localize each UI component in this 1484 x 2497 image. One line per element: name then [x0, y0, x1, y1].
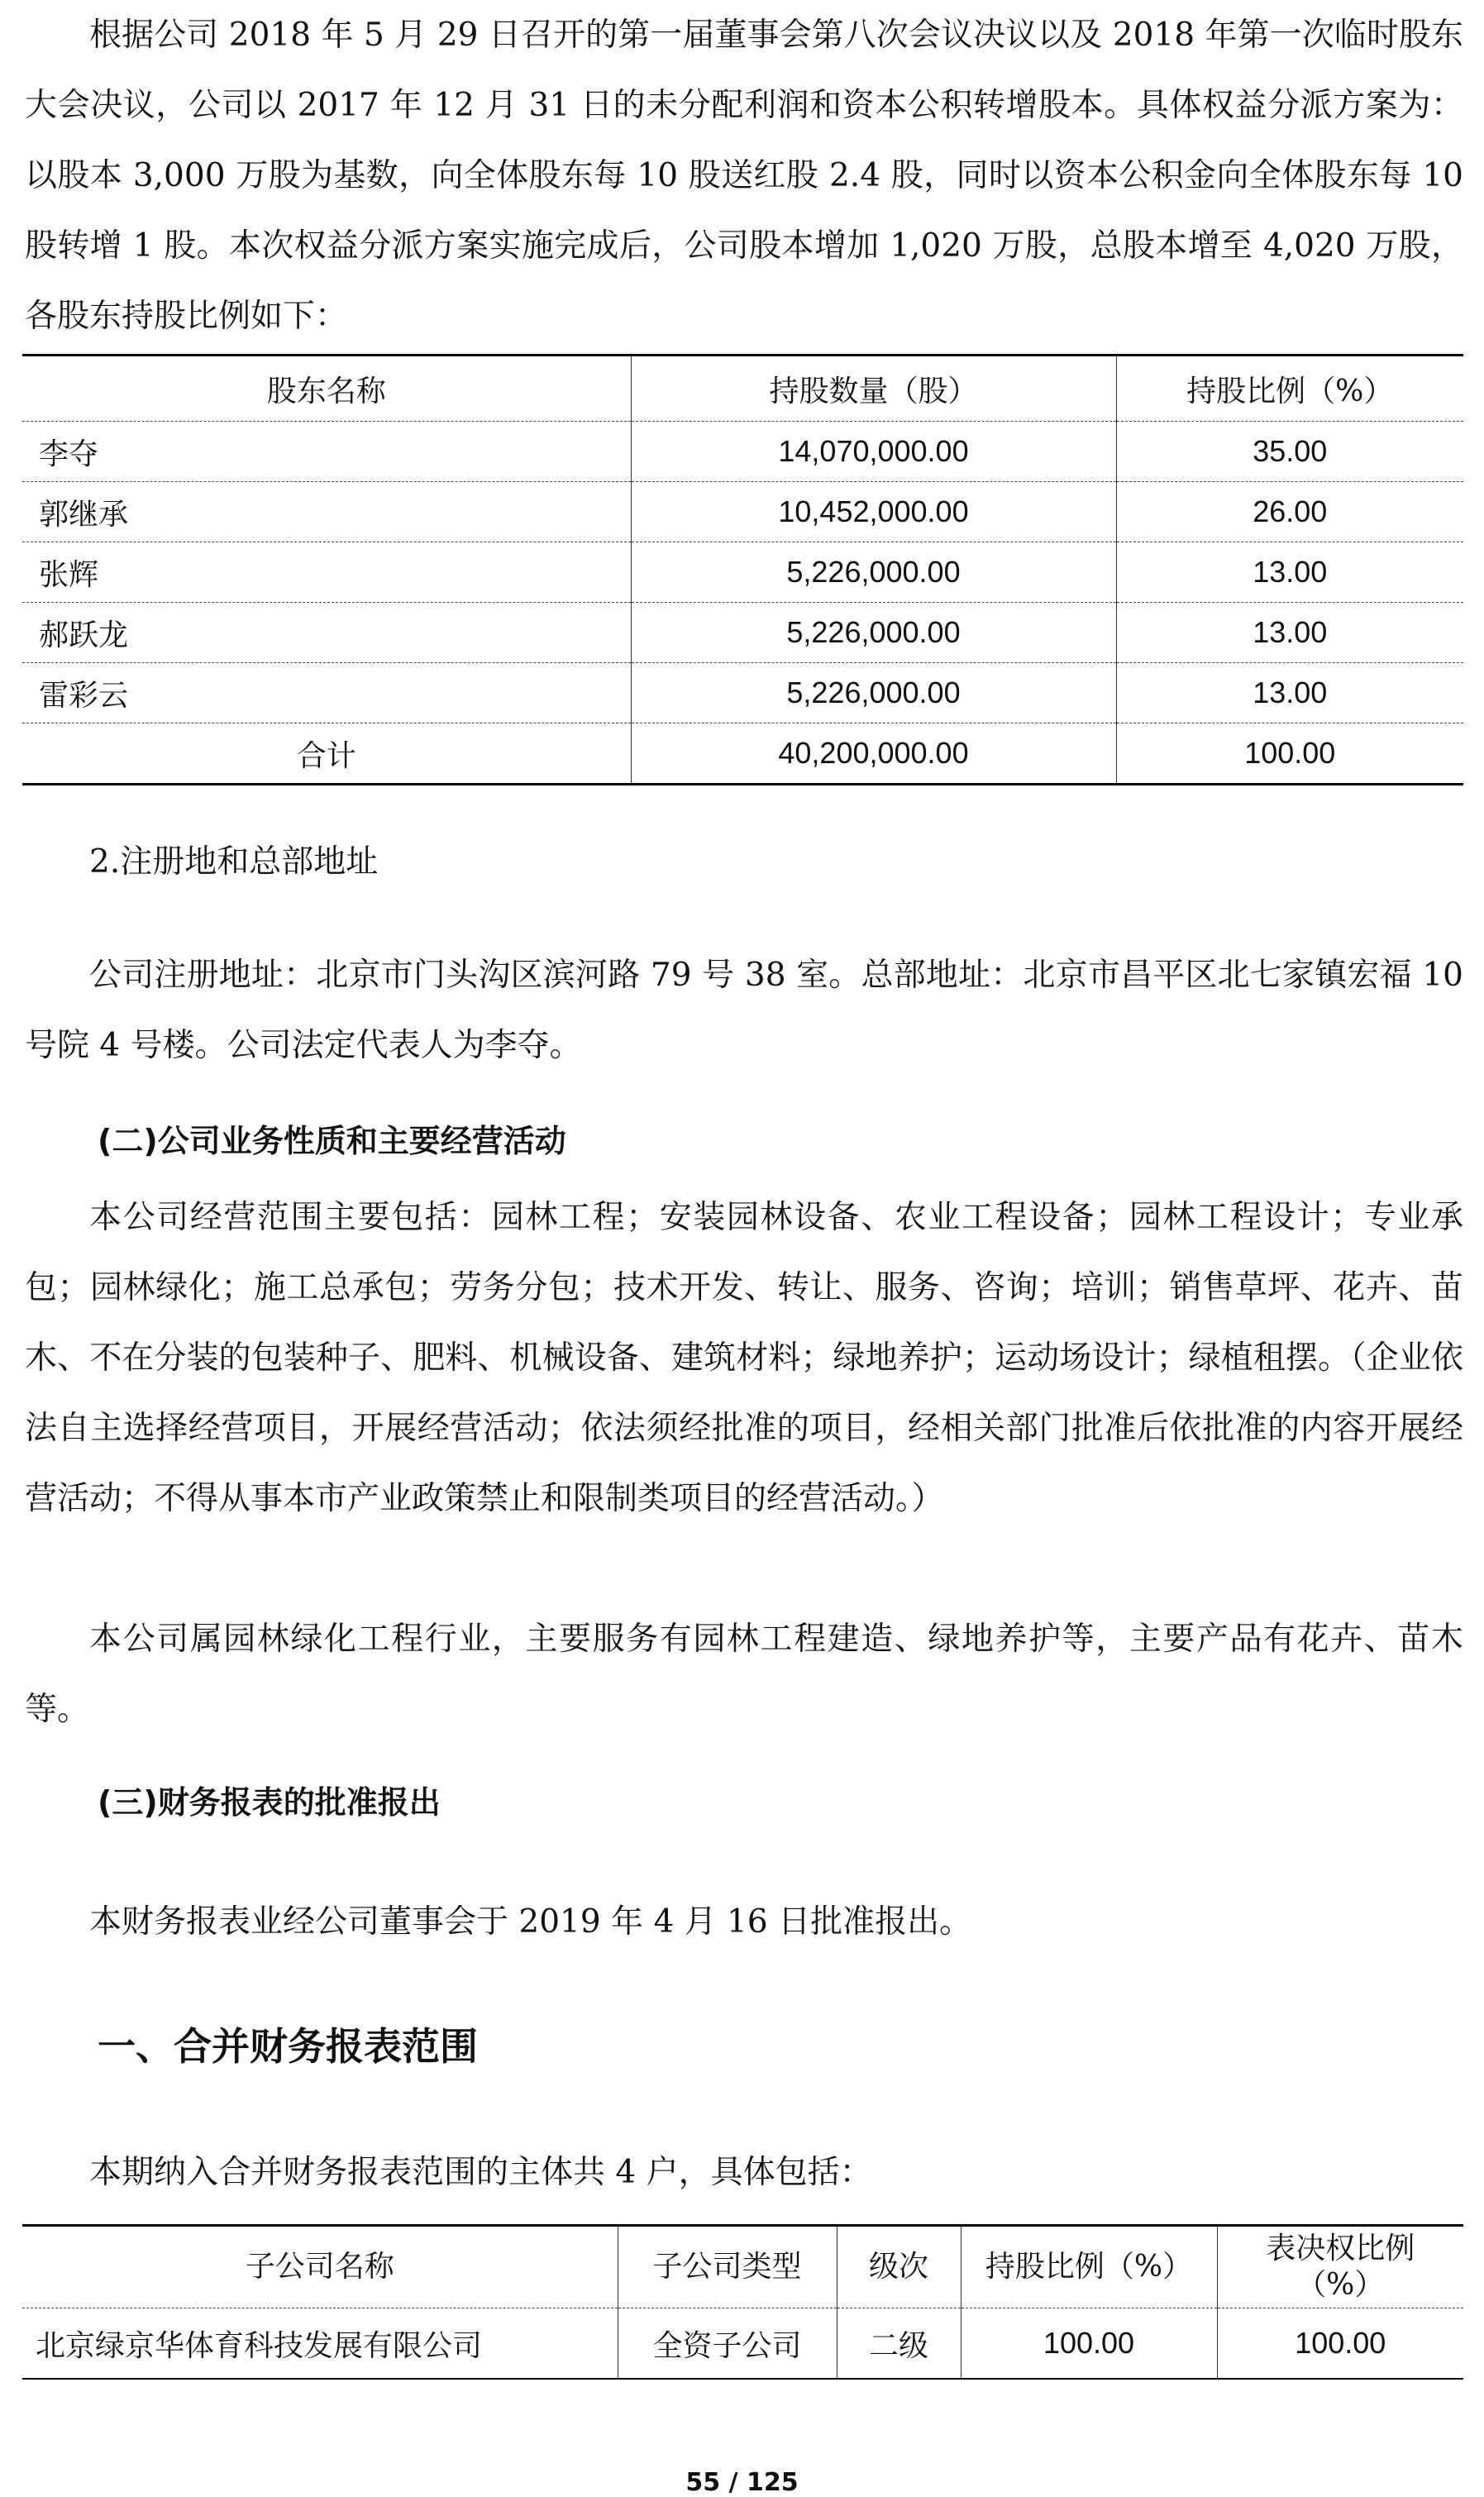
- shareholder-ratio: 35.00: [1116, 422, 1463, 482]
- column-header-ratio: 持股比例（%）: [1116, 356, 1463, 422]
- table-row: [22, 2308, 1463, 2380]
- shareholder-name: 李夺: [22, 422, 631, 482]
- subsidiary-holding-ratio: 100.00: [961, 2308, 1217, 2380]
- section-2-text: 公司注册地址：北京市门头沟区滨河路 79 号 38 室。总部地址：北京市昌平区北七家镇宏福 10 号院 4 号楼。公司法定代表人为李夺。: [25, 957, 1463, 1064]
- shareholder-ratio: 13.00: [1116, 663, 1463, 723]
- shareholder-name: 张辉: [22, 542, 631, 603]
- shareholder-name: 雷彩云: [22, 663, 631, 723]
- shareholder-shares: 5,226,000.00: [631, 663, 1116, 723]
- section-2-title: 2.注册地和总部地址: [89, 843, 379, 881]
- total-label: 合计: [22, 723, 631, 785]
- column-header-voting-ratio: 表决权比例（%）: [1217, 2226, 1463, 2308]
- table-total-row: [22, 723, 1463, 785]
- page-number: 55 / 125: [685, 2468, 799, 2497]
- shareholder-ratio: 26.00: [1116, 482, 1463, 542]
- intro-paragraph: 根据公司 2018 年 5 月 29 日召开的第一届董事会第八次会议决议以及 2018 年第一次临时股东大会决议，公司以 2017 年 12 月 31 日的未分配利润和资本公积转增股本。具体权益分派方案为：以股本 3,000 万股为基数，向全体股东每 10 股送红股 2.4 股，同时以资本公积金向全体股东每 10 股转增 1 股。本次权益分派方案实施完成后，公司股本增加 1,020 万股，总股本增至 4,020 万股，各股东持股比例如下：: [25, 17, 1463, 335]
- total-shares: 40,200,000.00: [631, 723, 1116, 785]
- business-heading: (二)公司业务性质和主要经营活动: [98, 1123, 566, 1159]
- subsidiary-level: 二级: [837, 2308, 961, 2380]
- table-row: [22, 422, 1463, 482]
- table-row: [22, 603, 1463, 663]
- table-header-row: [22, 2226, 1463, 2308]
- column-header-subsidiary-name: 子公司名称: [22, 2226, 618, 2308]
- scope-heading: 一、合并财务报表范围: [98, 2024, 478, 2069]
- table-row: [22, 482, 1463, 542]
- subsidiary-table: [22, 2224, 1463, 2380]
- column-header-name: 股东名称: [22, 356, 631, 422]
- total-ratio: 100.00: [1116, 723, 1463, 785]
- subsidiary-voting-ratio: 100.00: [1217, 2308, 1463, 2380]
- subsidiary-type: 全资子公司: [618, 2308, 837, 2380]
- shareholder-shares: 5,226,000.00: [631, 603, 1116, 663]
- subsidiary-name: 北京绿京华体育科技发展有限公司: [22, 2308, 618, 2380]
- scope-text: 本期纳入合并财务报表范围的主体共 4 户，具体包括：: [89, 2154, 872, 2191]
- approval-heading: (三)财务报表的批准报出: [98, 1784, 441, 1821]
- column-header-holding-ratio: 持股比例（%）: [961, 2226, 1217, 2308]
- approval-text: 本财务报表业经公司董事会于 2019 年 4 月 16 日批准报出。: [89, 1903, 972, 1941]
- shareholder-shares: 10,452,000.00: [631, 482, 1116, 542]
- table-row: [22, 663, 1463, 723]
- shareholder-ratio: 13.00: [1116, 603, 1463, 663]
- shareholder-table: [22, 354, 1463, 785]
- column-header-level: 级次: [837, 2226, 961, 2308]
- column-header-subsidiary-type: 子公司类型: [618, 2226, 837, 2308]
- shareholder-shares: 5,226,000.00: [631, 542, 1116, 603]
- table-header-row: [22, 356, 1463, 422]
- shareholder-ratio: 13.00: [1116, 542, 1463, 603]
- business-scope-paragraph: 本公司经营范围主要包括：园林工程；安装园林设备、农业工程设备；园林工程设计；专业承包；园林绿化；施工总承包；劳务分包；技术开发、转让、服务、咨询；培训；销售草坪、花卉、苗木、不在分装的包装种子、肥料、机械设备、建筑材料；绿地养护；运动场设计；绿植租摆。（企业依法自主选择经营项目，开展经营活动；依法须经批准的项目，经相关部门批准后依批准的内容开展经营活动；不得从事本市产业政策禁止和限制类项目的经营活动。）: [25, 1199, 1463, 1517]
- shareholder-shares: 14,070,000.00: [631, 422, 1116, 482]
- shareholder-name: 郝跃龙: [22, 603, 631, 663]
- business-industry-paragraph: 本公司属园林绿化工程行业，主要服务有园林工程建造、绿地养护等，主要产品有花卉、苗木等。: [25, 1621, 1463, 1728]
- column-header-shares: 持股数量（股）: [631, 356, 1116, 422]
- table-row: [22, 542, 1463, 603]
- shareholder-name: 郭继承: [22, 482, 631, 542]
